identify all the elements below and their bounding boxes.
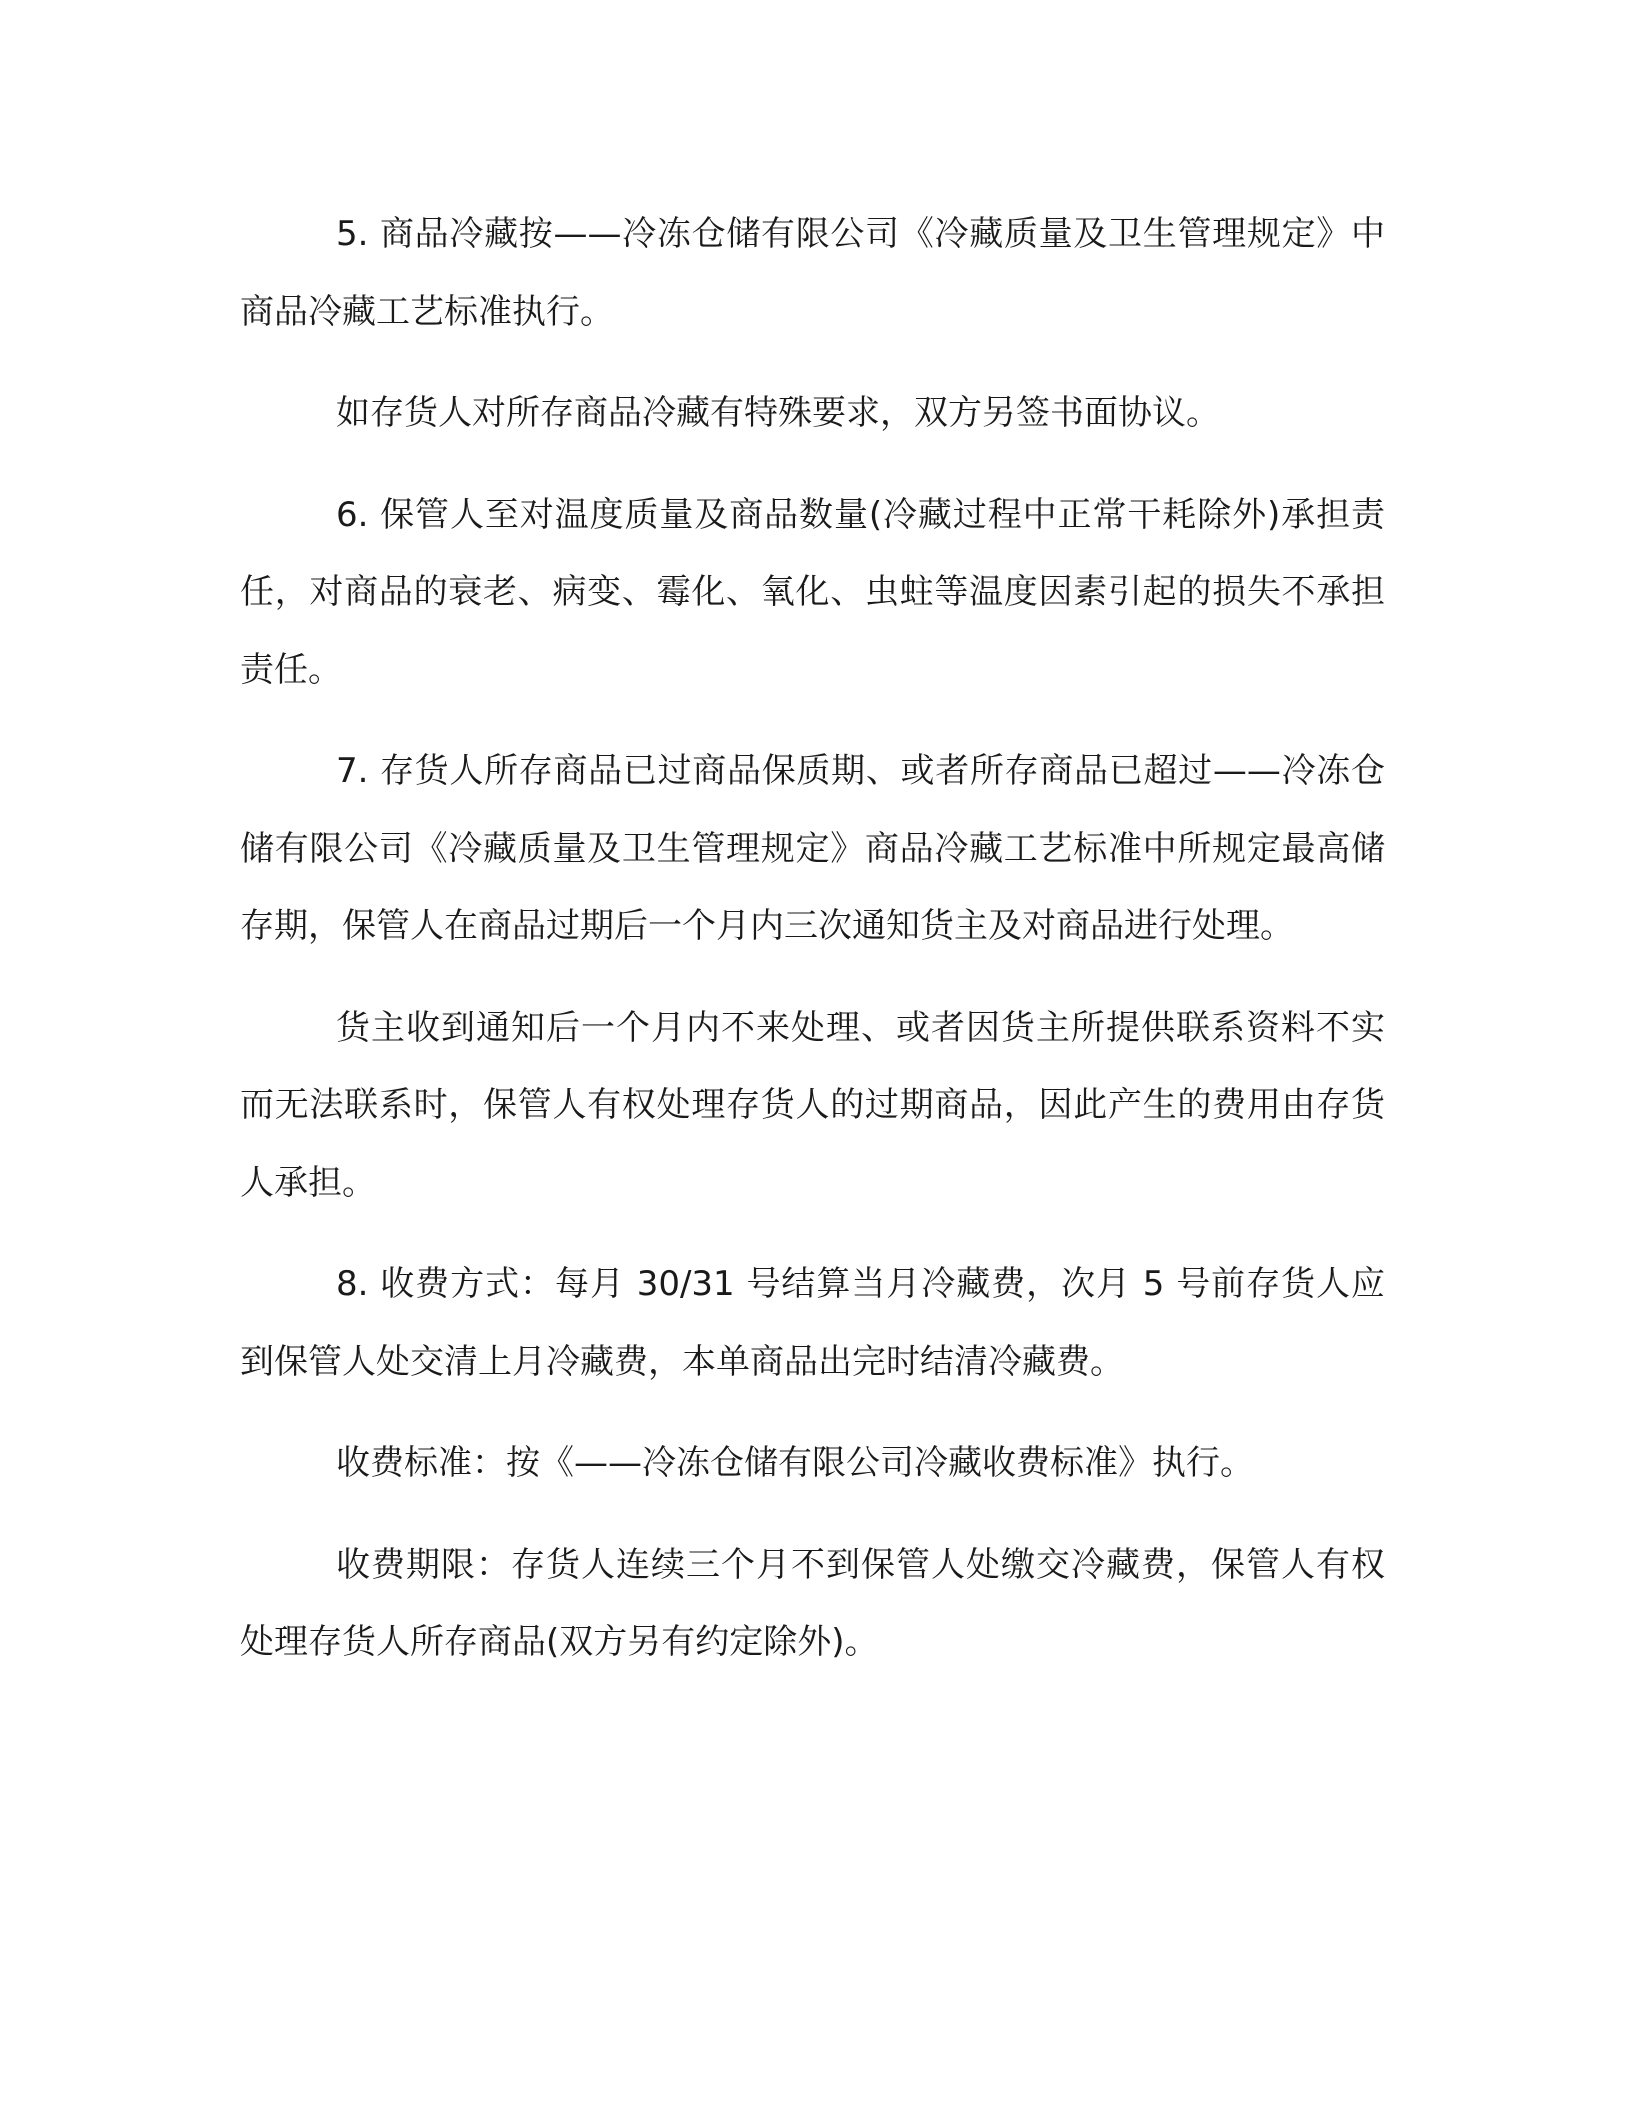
clause-6-paragraph: 6. 保管人至对温度质量及商品数量(冷藏过程中正常干耗除外)承担责任，对商品的衰老、病变、霉化、氧化、虫蛀等温度因素引起的损失不承担责任。 xyxy=(240,494,1385,690)
clause-5-note-paragraph: 如存货人对所存商品冷藏有特殊要求，双方另签书面协议。 xyxy=(336,393,1220,433)
clause-7-note-paragraph: 货主收到通知后一个月内不来处理、或者因货主所提供联系资料不实而无法联系时，保管人有权处理存货人的过期商品，因此产生的费用由存货人承担。 xyxy=(240,1007,1385,1203)
clause-7-paragraph: 7. 存货人所存商品已过商品保质期、或者所存商品已超过——冷冻仓储有限公司《冷藏质量及卫生管理规定》商品冷藏工艺标准中所规定最高储存期，保管人在商品过期后一个月内三次通知货主及对商品进行处理。 xyxy=(240,751,1385,946)
clause-8-fee-deadline-paragraph: 收费期限：存货人连续三个月不到保管人处缴交冷藏费，保管人有权处理存货人所存商品(双方另有约定除外)。 xyxy=(240,1544,1385,1662)
clause-5-paragraph: 5. 商品冷藏按——冷冻仓储有限公司《冷藏质量及卫生管理规定》中商品冷藏工艺标准执行。 xyxy=(240,214,1385,332)
clause-8-payment-method-paragraph: 8. 收费方式：每月 30/31 号结算当月冷藏费，次月 5 号前存货人应到保管人处交清上月冷藏费，本单商品出完时结清冷藏费。 xyxy=(240,1264,1385,1382)
document-body xyxy=(240,196,1385,1682)
clause-8-fee-standard-paragraph: 收费标准：按《——冷冻仓储有限公司冷藏收费标准》执行。 xyxy=(336,1443,1254,1483)
